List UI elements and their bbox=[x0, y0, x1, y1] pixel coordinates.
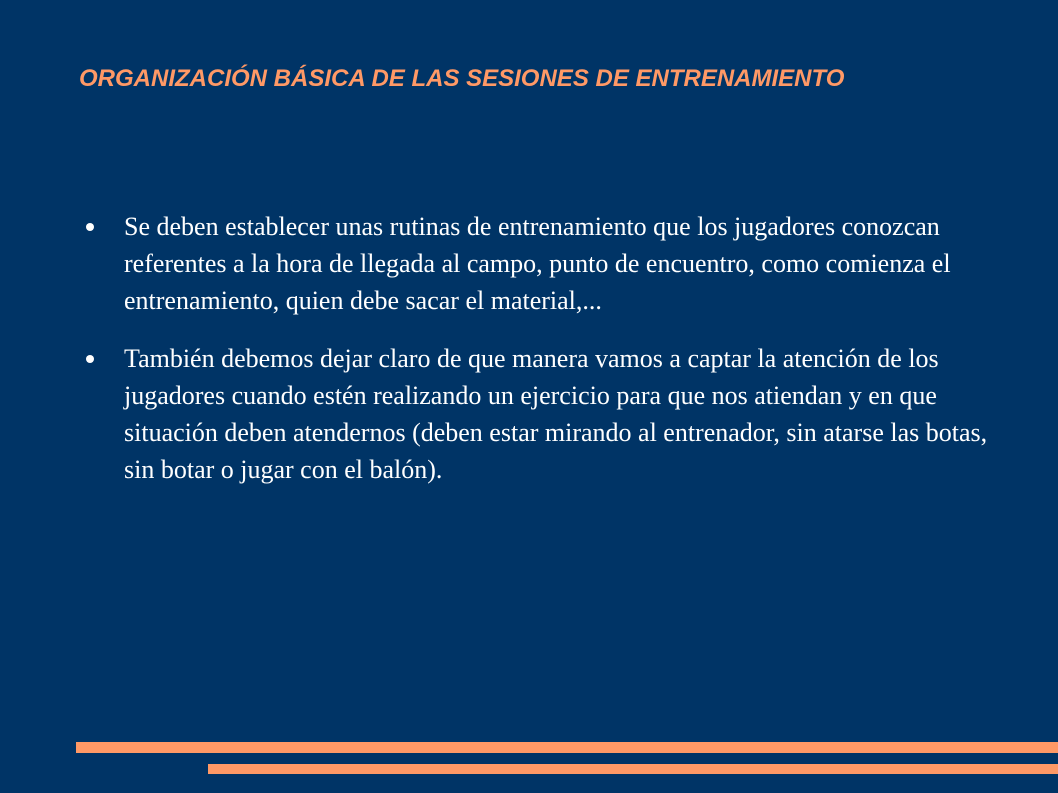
bullet-item bbox=[86, 208, 1006, 319]
bullet-dot-icon bbox=[86, 355, 94, 363]
bullet-list bbox=[86, 208, 1006, 509]
bullet-dot-icon bbox=[86, 223, 94, 231]
slide-title: ORGANIZACIÓN BÁSICA DE LAS SESIONES DE ENTRENAMIENTO bbox=[79, 65, 845, 92]
decorative-bar-bottom bbox=[208, 764, 1058, 774]
bullet-text: También debemos dejar claro de que manera vamos a captar la atención de los jugadores cuando estén realizando un ejercicio para que nos atiendan y en que situación deben atendernos (deben estar mirando al entrenador, sin atarse las botas, sin botar o jugar con el balón). bbox=[124, 344, 988, 484]
decorative-bar-top bbox=[76, 742, 1058, 753]
bullet-text: Se deben establecer unas rutinas de entrenamiento que los jugadores conozcan referentes a la hora de llegada al campo, punto de encuentro, como comienza el entrenamiento, quien debe sacar el material,... bbox=[124, 212, 951, 315]
bullet-item bbox=[86, 340, 1006, 488]
